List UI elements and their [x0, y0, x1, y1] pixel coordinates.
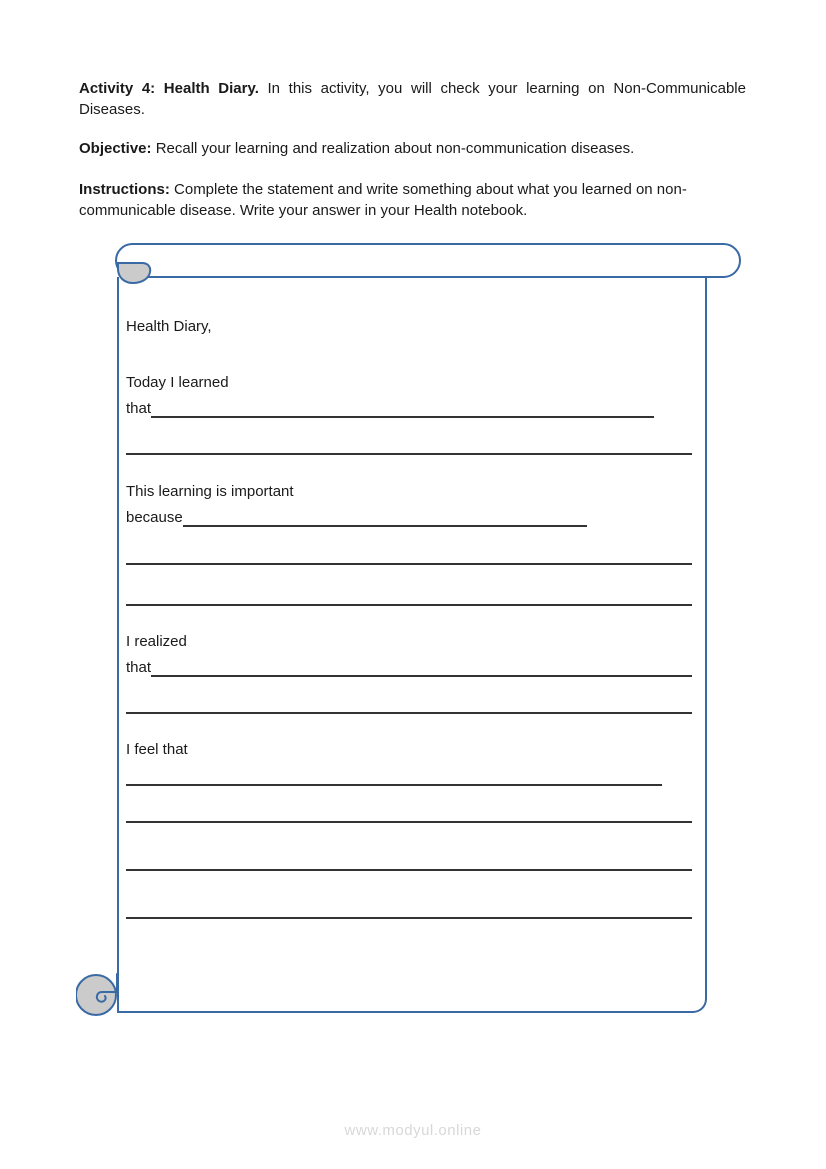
answer-blank-line	[126, 547, 692, 565]
answer-blank	[151, 659, 692, 677]
answer-blank-line	[126, 768, 662, 786]
because-label: because	[126, 509, 183, 526]
prompt-i-realized: I realized	[126, 633, 187, 650]
diary-salutation: Health Diary,	[126, 318, 212, 335]
answer-blank-line	[126, 696, 692, 714]
answer-blank	[151, 400, 654, 418]
answer-blank-line	[126, 853, 692, 871]
prompt-today-i-learned: Today I learned	[126, 374, 229, 391]
answer-blank-line	[126, 437, 692, 455]
objective-label: Objective:	[79, 140, 152, 157]
activity-text: In this activity, you will check your learning on Non-Communicable Diseases.	[79, 80, 746, 118]
instructions-text: Complete the statement and write something about what you learned on non-communicable disease. Write your answer in your Health notebook.	[79, 181, 687, 219]
fill-line-because	[126, 509, 587, 527]
answer-blank-line	[126, 901, 692, 919]
answer-blank-line	[126, 588, 692, 606]
watermark-text: www.modyul.online	[344, 1122, 482, 1139]
prompt-learning-important: This learning is important	[126, 483, 294, 500]
activity-paragraph	[79, 79, 746, 120]
prompt-i-feel-that: I feel that	[126, 741, 188, 758]
activity-label: Activity 4: Health Diary.	[79, 80, 259, 97]
objective-text: Recall your learning and realization about non-communication diseases.	[155, 140, 635, 157]
scroll-bottom-curl	[76, 972, 124, 1020]
that-label-2: that	[126, 659, 152, 676]
instructions-label: Instructions:	[79, 181, 170, 198]
fill-line-that-2	[126, 659, 692, 677]
answer-blank	[183, 509, 587, 527]
scroll-paper-body	[117, 277, 707, 1013]
instructions-paragraph	[79, 180, 746, 221]
scroll-top-roll	[115, 243, 741, 278]
answer-blank-line	[126, 805, 692, 823]
scroll-top-curl	[114, 251, 156, 287]
fill-line-that-1	[126, 400, 654, 418]
that-label-1: that	[126, 400, 152, 417]
objective-paragraph	[79, 139, 746, 160]
